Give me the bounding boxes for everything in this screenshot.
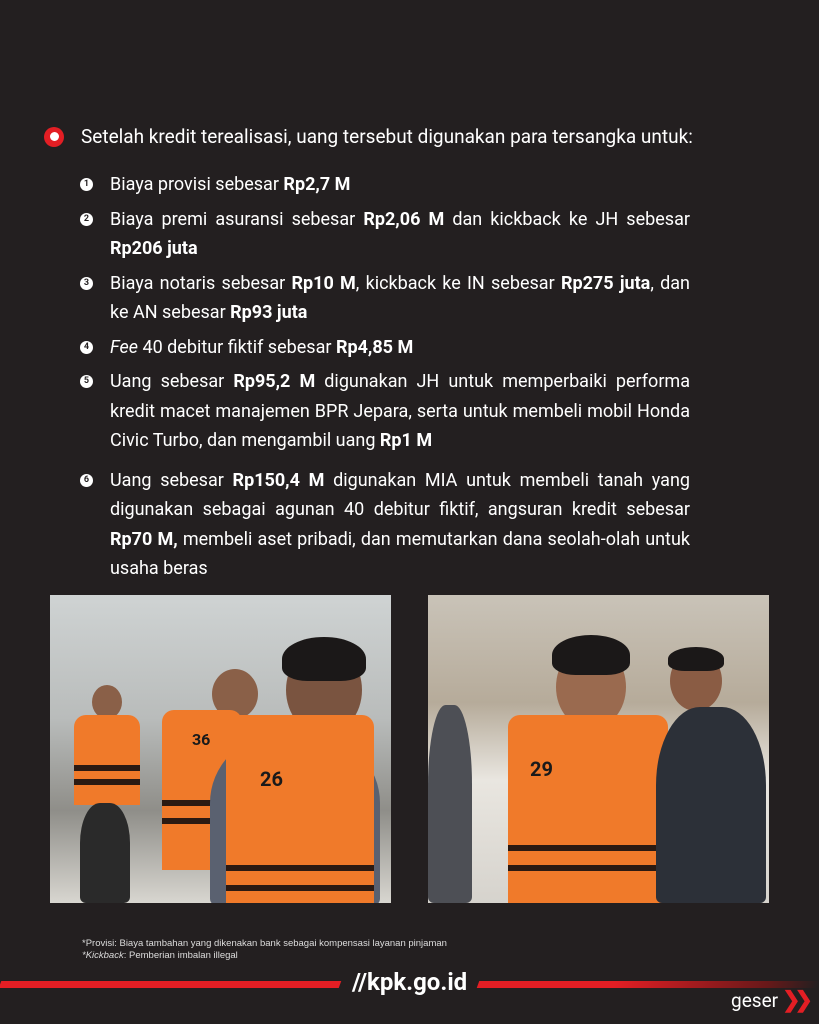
next-slide-button[interactable] <box>731 988 807 1013</box>
amount-text: Rp70 M, <box>110 528 178 550</box>
amount-text: Rp1 M <box>379 430 433 451</box>
text-segment: 40 debitur fiktif sebesar <box>137 336 336 358</box>
list-item-text <box>110 269 690 328</box>
photo-suspects-left <box>50 595 391 903</box>
text-segment: Biaya premi asuransi sebesar <box>110 208 364 230</box>
amount-text: Rp95,2 M <box>233 371 316 392</box>
text-segment: dan kickback ke JH sebesar <box>444 208 690 230</box>
footnote-term: *Kickback <box>82 950 124 961</box>
list-item <box>80 205 690 264</box>
divider-bar-left <box>0 981 341 988</box>
number-badge-icon: 1 <box>80 178 93 191</box>
number-badge-icon: 4 <box>80 341 93 354</box>
site-url[interactable]: //kpk.go.id <box>352 968 468 996</box>
text-segment: Biaya provisi sebesar <box>110 174 284 195</box>
double-chevron-right-icon: ❯❯ <box>782 988 807 1013</box>
usage-list <box>80 170 690 589</box>
text-segment: Uang sebesar <box>110 371 234 392</box>
list-item-text <box>110 205 690 264</box>
text-segment: Fee <box>110 336 138 358</box>
amount-text: Rp275 juta <box>560 272 651 294</box>
next-label: geser <box>731 989 779 1012</box>
intro-line <box>44 125 693 148</box>
footnote-text: : Pemberian imbalan illegal <box>123 950 238 961</box>
amount-text: Rp2,06 M <box>363 208 445 230</box>
list-item <box>80 269 690 328</box>
text-segment: Biaya notaris sebesar <box>110 272 292 294</box>
text-segment: , dan ke AN sebesar <box>110 272 690 323</box>
vest-number: 26 <box>260 767 283 791</box>
number-badge-icon: 2 <box>80 213 93 226</box>
divider-bar-right <box>477 981 819 988</box>
vest-number: 29 <box>530 757 553 781</box>
number-badge-icon: 6 <box>80 474 93 487</box>
amount-text: Rp10 M <box>291 272 356 294</box>
amount-text: Rp4,85 M <box>335 336 414 358</box>
footnote-term: *Provisi <box>82 938 115 949</box>
list-item <box>80 170 690 200</box>
amount-text: Rp93 juta <box>230 302 308 323</box>
text-segment: digunakan MIA untuk membeli tanah yang digunakan sebagai agunan 40 debitur fiktif, angsuran kredit sebesar <box>110 469 690 520</box>
vest-number: 36 <box>192 730 211 749</box>
list-item <box>80 333 690 363</box>
amount-text: Rp206 juta <box>110 238 198 259</box>
text-segment: , kickback ke IN sebesar <box>355 272 561 294</box>
list-item-text <box>110 367 690 456</box>
text-segment: Uang sebesar <box>110 469 233 491</box>
photo-suspect-right <box>428 595 769 903</box>
number-badge-icon: 5 <box>80 375 93 388</box>
amount-text: Rp2,7 M <box>283 174 351 195</box>
list-item-text <box>110 466 690 584</box>
footnote-provisi <box>82 938 447 950</box>
amount-text: Rp150,4 M <box>232 469 325 491</box>
list-item-text <box>110 333 690 363</box>
bullet-record-icon <box>44 127 64 147</box>
list-item <box>80 466 690 584</box>
number-badge-icon: 3 <box>80 277 93 290</box>
list-item <box>80 367 690 456</box>
footnote-text: : Biaya tambahan yang dikenakan bank sebagai kompensasi layanan pinjaman <box>114 938 447 949</box>
footnote-kickback <box>82 950 447 962</box>
intro-text: Setelah kredit terealisasi, uang tersebut digunakan para tersangka untuk: <box>81 125 693 148</box>
text-segment: digunakan JH untuk memperbaiki performa kredit macet manajemen BPR Jepara, serta untuk membeli mobil Honda Civic Turbo, dan mengambil uang <box>110 371 690 451</box>
footnotes <box>82 938 447 962</box>
list-item-text <box>110 170 690 200</box>
text-segment: membeli aset pribadi, dan memutarkan dana seolah-olah untuk usaha beras <box>110 528 690 579</box>
